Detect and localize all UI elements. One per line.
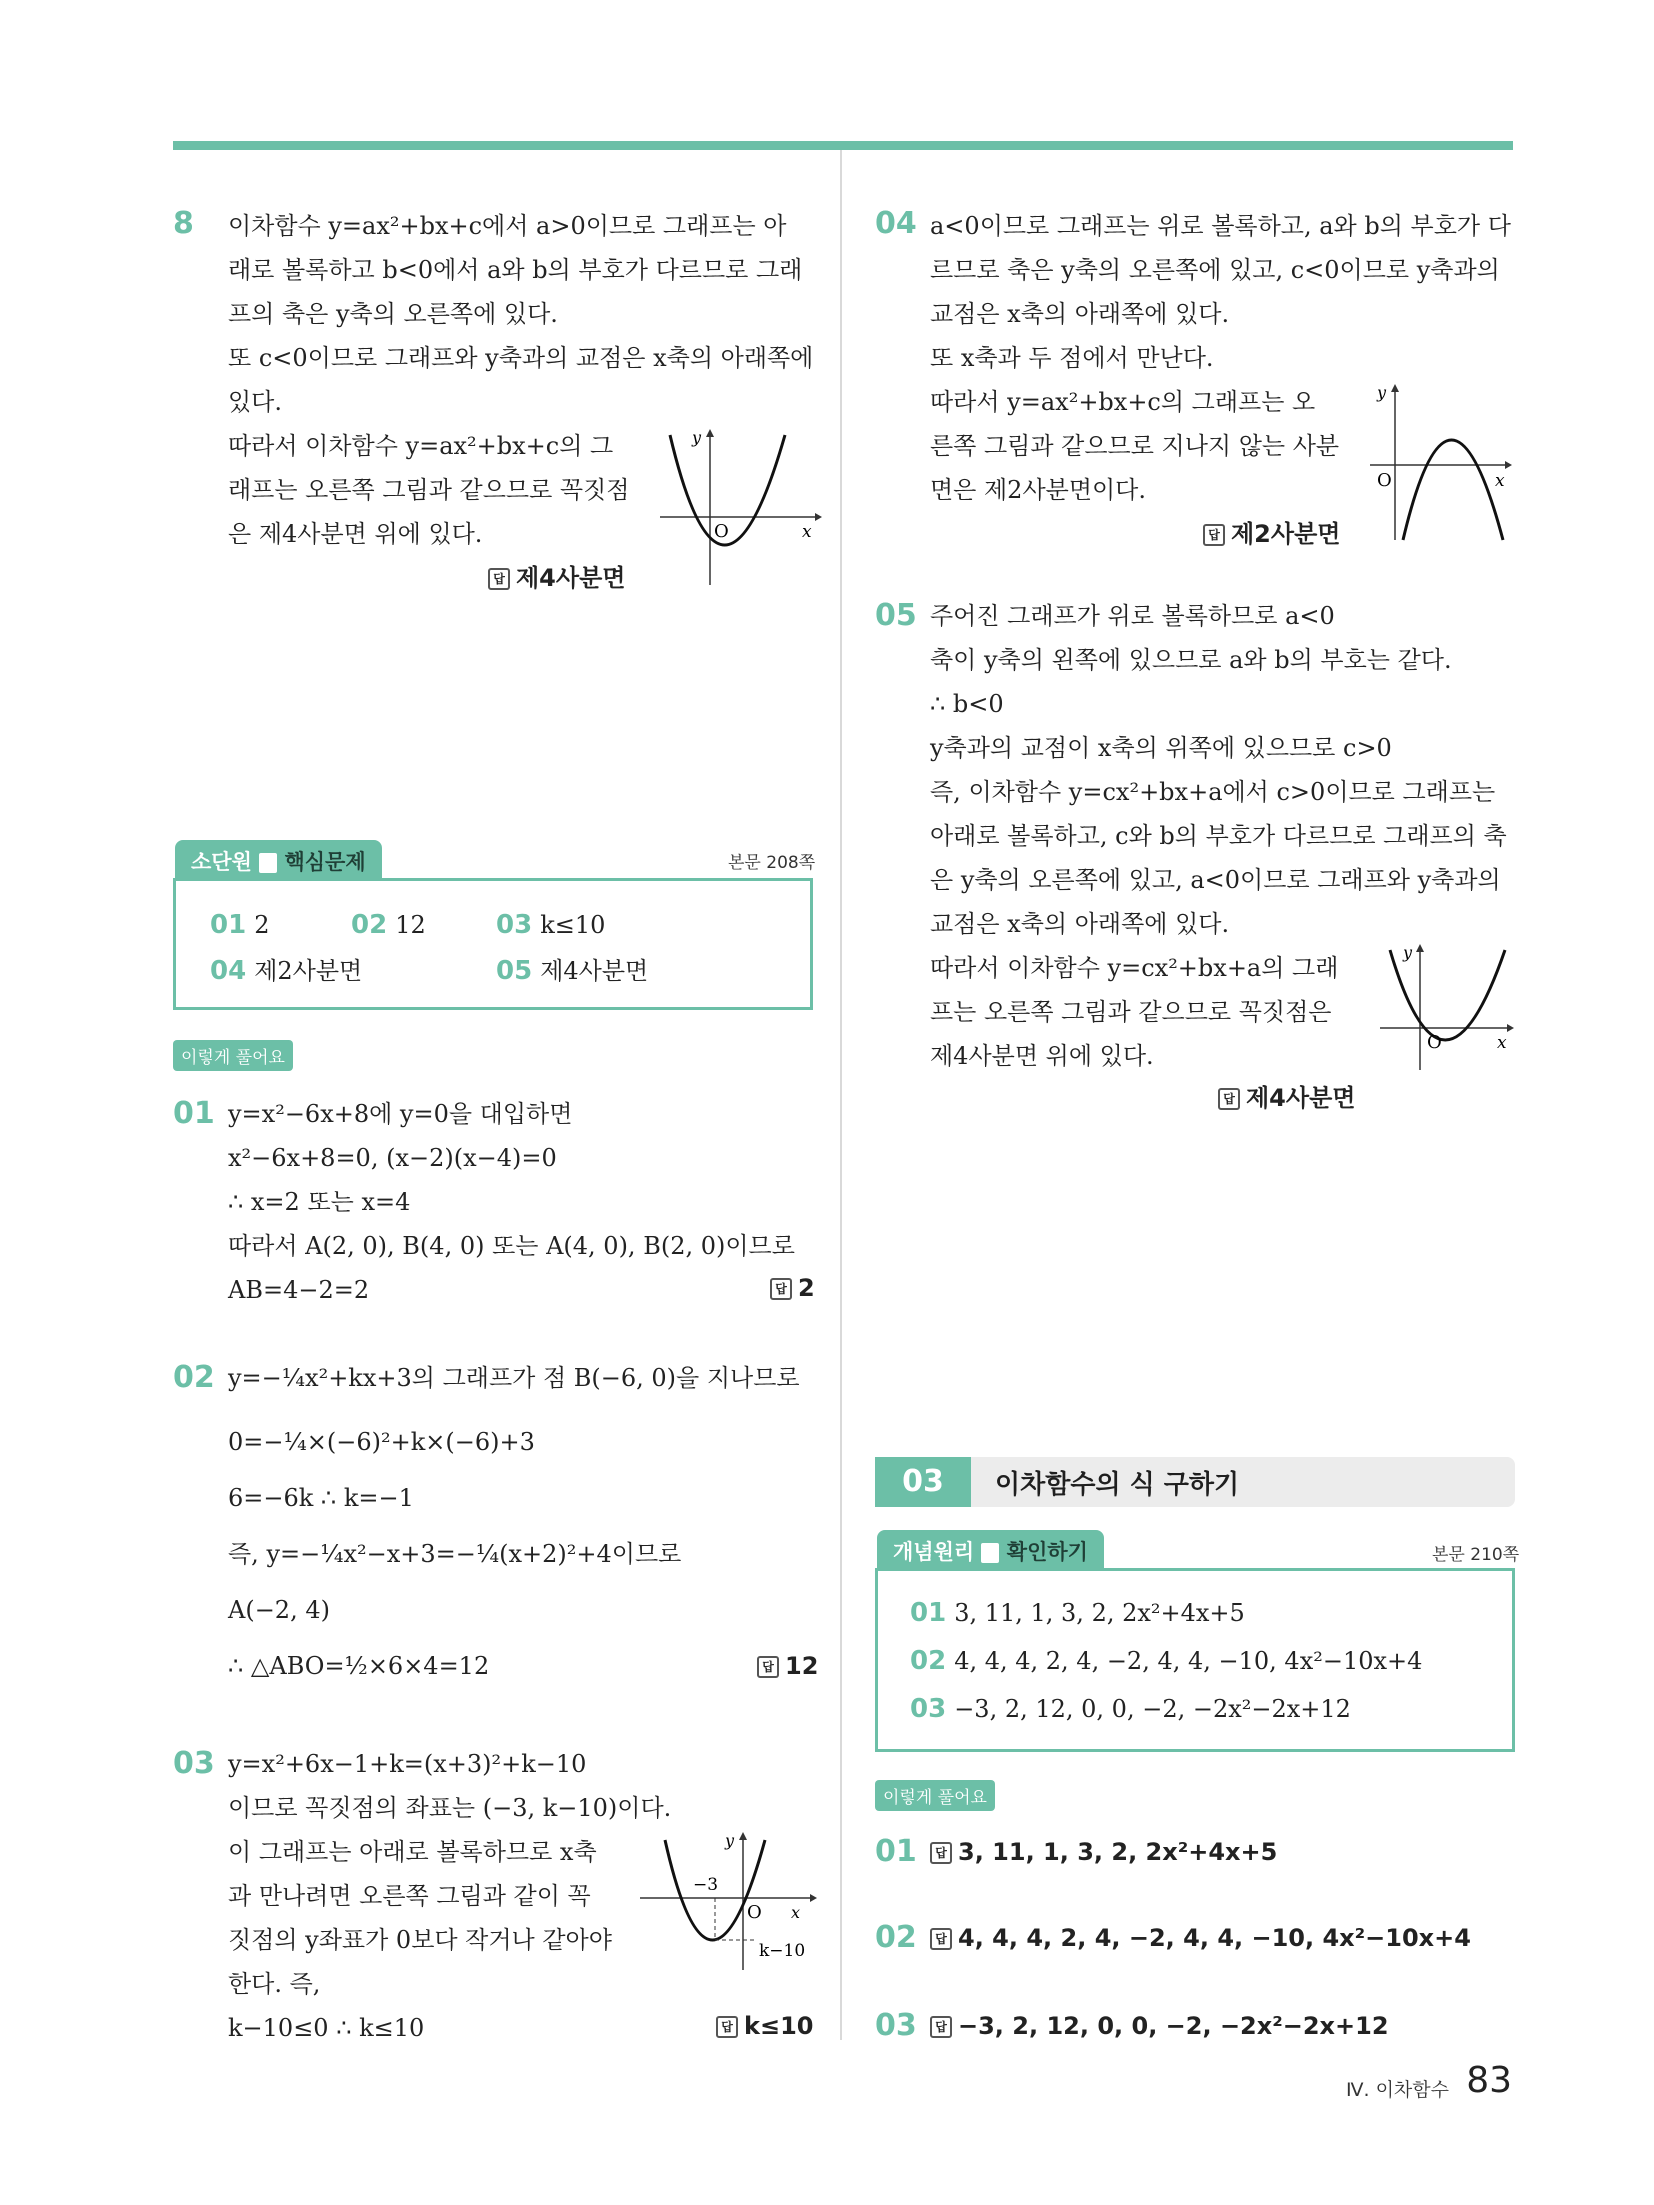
q02-line-6: ∴ △ABO=½×6×4=12	[228, 1652, 490, 1680]
q02-line-3: 6=−6k ∴ k=−1	[228, 1484, 414, 1512]
q01-line-4: 따라서 A(2, 0), B(4, 0) 또는 A(4, 0), B(2, 0)이므로	[228, 1232, 795, 1260]
problem-8-line-4: 또 c<0이므로 그래프와 y축과의 교점은 x축의 아래쪽에	[228, 344, 814, 372]
problem-8-line-5: 있다.	[228, 388, 282, 416]
footer-page-number: 83	[1466, 2060, 1512, 2101]
q03-number: 03	[173, 1746, 215, 1781]
q04-line-3: 교점은 x축의 아래쪽에 있다.	[930, 300, 1230, 328]
core-item-05: 05 제4사분면	[496, 956, 649, 986]
graph-8-y-label: y	[692, 428, 702, 447]
q03-line-1: y=x²+6x−1+k=(x+3)²+k−10	[228, 1750, 587, 1778]
q01-line-3: ∴ x=2 또는 x=4	[228, 1188, 411, 1216]
q02-line-1: y=−¼x²+kx+3의 그래프가 점 B(−6, 0)을 지나므로	[228, 1364, 800, 1392]
concept-check-ref: 본문 210쪽	[1432, 1545, 1520, 1565]
note-icon	[259, 853, 277, 873]
answer-mark-icon: 답	[930, 1842, 952, 1864]
sol-03-number: 03	[875, 2008, 917, 2043]
q05-number: 05	[875, 598, 917, 633]
q04-line-6: 른쪽 그림과 같으므로 지나지 않는 사분	[930, 432, 1340, 460]
q01-line-5: AB=4−2=2	[228, 1276, 370, 1304]
q01-line-2: x²−6x+8=0, (x−2)(x−4)=0	[228, 1144, 557, 1172]
section-title: 이차함수의 식 구하기	[995, 1470, 1240, 1500]
graph-q03-y-label: y	[725, 1831, 735, 1850]
q03-line-4: 과 만나려면 오른쪽 그림과 같이 꼭	[228, 1882, 591, 1910]
concept-check-tab: 개념원리 확인하기	[877, 1530, 1104, 1572]
q04-line-1: a<0이므로 그래프는 위로 볼록하고, a와 b의 부호가 다	[930, 212, 1511, 240]
q02-line-2: 0=−¼×(−6)²+k×(−6)+3	[228, 1428, 535, 1456]
graph-q05-x-label: x	[1497, 1033, 1507, 1053]
answer-mark-icon: 답	[930, 2016, 952, 2038]
q02-number: 02	[173, 1360, 215, 1395]
concept-check-box	[875, 1568, 1515, 1752]
sol-03-answer: 답 −3, 2, 12, 0, 0, −2, −2x²−2x+12	[930, 2012, 1389, 2040]
q02-line-4: 즉, y=−¼x²−x+3=−¼(x+2)²+4이므로	[228, 1540, 682, 1568]
q01-answer: 답 2	[770, 1274, 815, 1302]
graph-q04-y-label: y	[1377, 383, 1387, 402]
answer-mark-icon: 답	[488, 568, 510, 590]
q04-line-5: 따라서 y=ax²+bx+c의 그래프는 오	[930, 388, 1316, 416]
graph-q03-neg3-label: −3	[693, 1875, 719, 1895]
answer-mark-icon: 답	[770, 1278, 792, 1300]
core-problems-box	[173, 878, 813, 1010]
q05-line-1: 주어진 그래프가 위로 볼록하므로 a<0	[930, 602, 1335, 630]
q05-line-10: 프는 오른쪽 그림과 같으므로 꼭짓점은	[930, 998, 1332, 1026]
q05-line-9: 따라서 이차함수 y=cx²+bx+a의 그래	[930, 954, 1339, 982]
problem-8-line-3: 프의 축은 y축의 오른쪽에 있다.	[228, 300, 558, 328]
column-divider	[840, 150, 842, 2040]
core-problems-ref: 본문 208쪽	[728, 853, 816, 873]
graph-q03-x-label: x	[791, 1903, 801, 1922]
graph-q03-k10-label: k−10	[759, 1941, 806, 1961]
sol-01-answer: 답 3, 11, 1, 3, 2, 2x²+4x+5	[930, 1838, 1277, 1866]
q05-line-3: ∴ b<0	[930, 690, 1004, 718]
q01-line-1: y=x²−6x+8에 y=0을 대입하면	[228, 1100, 573, 1128]
graph-q04-x-label: x	[1495, 471, 1505, 491]
problem-8-graph	[650, 425, 825, 590]
graph-q03-origin-label: O	[747, 1902, 762, 1923]
q02-line-5: A(−2, 4)	[228, 1596, 330, 1624]
core-item-02: 02 12	[351, 910, 426, 940]
footer-chapter-label: Ⅳ. 이차함수	[1345, 2079, 1449, 2101]
answer-mark-icon: 답	[1218, 1088, 1240, 1110]
answer-mark-icon: 답	[1203, 524, 1225, 546]
problem-8-line-1: 이차함수 y=ax²+bx+c에서 a>0이므로 그래프는 아	[228, 212, 787, 240]
q04-number: 04	[875, 206, 917, 241]
q04-line-2: 르므로 축은 y축의 오른쪽에 있고, c<0이므로 y축과의	[930, 256, 1500, 284]
q05-line-2: 축이 y축의 왼쪽에 있으므로 a와 b의 부호는 같다.	[930, 646, 1452, 674]
q05-answer: 답 제4사분면	[1218, 1078, 1355, 1113]
answer-mark-icon: 답	[716, 2016, 738, 2038]
problem-8-answer: 답 제4사분면	[488, 558, 625, 593]
top-accent-bar	[173, 141, 1513, 150]
q03-line-2: 이므로 꼭짓점의 좌표는 (−3, k−10)이다.	[228, 1794, 672, 1822]
sol-01-number: 01	[875, 1834, 917, 1869]
q05-line-5: 즉, 이차함수 y=cx²+bx+a에서 c>0이므로 그래프는	[930, 778, 1496, 806]
q03-answer: 답 k≤10	[716, 2012, 813, 2040]
q05-graph	[1375, 940, 1520, 1075]
core-item-04: 04 제2사분면	[210, 956, 363, 986]
q03-line-6: 한다. 즉,	[228, 1970, 321, 1998]
graph-q05-origin-label: O	[1427, 1032, 1442, 1053]
graph-q04-origin-label: O	[1377, 470, 1392, 491]
q04-line-7: 면은 제2사분면이다.	[930, 476, 1146, 504]
note-icon	[981, 1543, 999, 1563]
graph-8-x-label: x	[802, 522, 812, 542]
problem-8-number: 8	[173, 206, 194, 241]
q05-line-8: 교점은 x축의 아래쪽에 있다.	[930, 910, 1230, 938]
q05-line-11: 제4사분면 위에 있다.	[930, 1042, 1154, 1070]
q03-line-7: k−10≤0 ∴ k≤10	[228, 2014, 425, 2042]
q03-graph	[635, 1830, 825, 1980]
core-item-03: 03 k≤10	[496, 910, 606, 940]
q05-line-6: 아래로 볼록하고, c와 b의 부호가 다르므로 그래프의 축	[930, 822, 1507, 850]
answer-mark-icon: 답	[930, 1928, 952, 1950]
problem-8-line-7: 래프는 오른쪽 그림과 같으므로 꼭짓점	[228, 476, 630, 504]
problem-8-line-6: 따라서 이차함수 y=ax²+bx+c의 그	[228, 432, 614, 460]
q05-line-4: y축과의 교점이 x축의 위쪽에 있으므로 c>0	[930, 734, 1392, 762]
q03-line-5: 짓점의 y좌표가 0보다 작거나 같아야	[228, 1926, 612, 1954]
answer-mark-icon: 답	[757, 1656, 779, 1678]
q01-number: 01	[173, 1096, 215, 1131]
concept-item-01: 01 3, 11, 1, 3, 2, 2x²+4x+5	[910, 1598, 1245, 1628]
section-number: 03	[875, 1457, 971, 1507]
solution-pill-left: 이렇게 풀어요	[173, 1040, 293, 1071]
sol-02-number: 02	[875, 1920, 917, 1955]
core-item-01: 01 2	[210, 910, 270, 940]
q04-line-4: 또 x축과 두 점에서 만난다.	[930, 344, 1214, 372]
problem-8-line-8: 은 제4사분면 위에 있다.	[228, 520, 483, 548]
sol-02-answer: 답 4, 4, 4, 2, 4, −2, 4, 4, −10, 4x²−10x+4	[930, 1924, 1471, 1952]
solution-pill-right: 이렇게 풀어요	[875, 1780, 995, 1811]
concept-item-02: 02 4, 4, 4, 2, 4, −2, 4, 4, −10, 4x²−10x+4	[910, 1646, 1423, 1676]
q04-answer: 답 제2사분면	[1203, 514, 1340, 549]
q04-graph	[1365, 380, 1515, 545]
graph-q05-y-label: y	[1403, 943, 1413, 962]
problem-8-line-2: 래로 볼록하고 b<0에서 a와 b의 부호가 다르므로 그래	[228, 256, 803, 284]
graph-8-origin-label: O	[714, 521, 729, 542]
q05-line-7: 은 y축의 오른쪽에 있고, a<0이므로 그래프와 y축과의	[930, 866, 1501, 894]
q02-answer: 답 12	[757, 1652, 818, 1680]
q03-line-3: 이 그래프는 아래로 볼록하므로 x축	[228, 1838, 597, 1866]
concept-item-03: 03 −3, 2, 12, 0, 0, −2, −2x²−2x+12	[910, 1694, 1351, 1724]
core-problems-tab: 소단원 핵심문제	[175, 840, 382, 882]
